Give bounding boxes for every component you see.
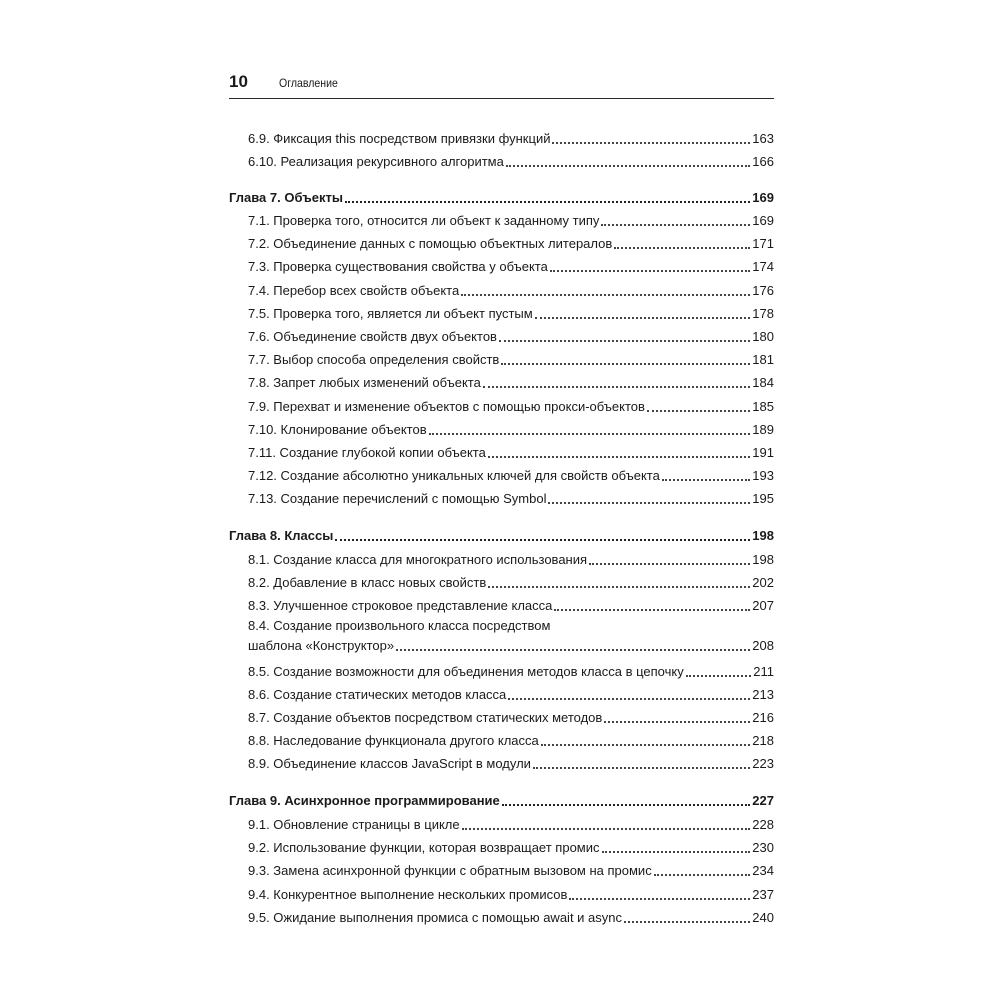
toc-entry-title: 8.6. Создание статических методов класса bbox=[248, 687, 507, 702]
toc-section-entry bbox=[248, 884, 774, 904]
dot-leader bbox=[396, 649, 750, 651]
toc-section-entry bbox=[248, 753, 774, 773]
toc-entry-page: 202 bbox=[752, 575, 774, 590]
dot-leader bbox=[554, 609, 750, 611]
toc-section-entry bbox=[248, 303, 774, 323]
toc-section-entry bbox=[248, 419, 774, 439]
toc-entry-page: 228 bbox=[752, 817, 774, 832]
dot-leader bbox=[569, 898, 750, 900]
toc-section-entry bbox=[248, 595, 774, 615]
toc-entry-title: 7.11. Создание глубокой копии объекта bbox=[248, 445, 486, 460]
toc-entry-title: 7.8. Запрет любых изменений объекта bbox=[248, 375, 481, 390]
toc-entry-page: 213 bbox=[752, 687, 774, 702]
toc-entry-page: 234 bbox=[752, 863, 774, 878]
toc-entry-title: 8.8. Наследование функционала другого класса bbox=[248, 733, 539, 748]
dot-leader bbox=[335, 539, 750, 541]
toc-entry-page: 223 bbox=[752, 756, 774, 771]
running-title: Оглавление bbox=[279, 76, 338, 90]
toc-entry-page: 176 bbox=[752, 283, 774, 298]
dot-leader bbox=[462, 828, 751, 830]
toc-section-entry bbox=[248, 661, 774, 681]
dot-leader bbox=[552, 142, 750, 144]
toc-entry-page: 189 bbox=[752, 422, 774, 437]
dot-leader bbox=[506, 165, 750, 167]
toc-entry-title: 8.2. Добавление в класс новых свойств bbox=[248, 575, 487, 590]
dot-leader bbox=[548, 502, 750, 504]
toc-section-entry bbox=[248, 256, 774, 276]
toc-entry-page: 169 bbox=[752, 213, 774, 228]
dot-leader bbox=[624, 921, 750, 923]
dot-leader bbox=[499, 340, 750, 342]
dot-leader bbox=[501, 363, 750, 365]
toc-section-entry bbox=[248, 730, 774, 750]
toc-entry-title: 9.2. Использование функции, которая возвращает промис bbox=[248, 840, 600, 855]
dot-leader bbox=[429, 433, 751, 435]
dot-leader bbox=[614, 247, 750, 249]
toc-entry-title: 9.3. Замена асинхронной функции с обратным вызовом на промис bbox=[248, 863, 652, 878]
toc-entry-title: 7.2. Объединение данных с помощью объектных литералов bbox=[248, 236, 613, 251]
toc-section-entry bbox=[248, 684, 774, 704]
toc-entry-title: 8.7. Создание объектов посредством статических методов bbox=[248, 710, 603, 725]
toc-entry-page: 169 bbox=[752, 190, 774, 205]
toc-section-entry bbox=[248, 280, 774, 300]
dot-leader bbox=[541, 744, 751, 746]
toc-entry-page: 184 bbox=[752, 375, 774, 390]
page-number: 10 bbox=[229, 72, 248, 91]
toc-entry-page: 207 bbox=[752, 598, 774, 613]
toc-section-entry bbox=[248, 549, 774, 569]
toc-entry-title: 9.4. Конкурентное выполнение нескольких промисов bbox=[248, 887, 568, 902]
dot-leader bbox=[488, 456, 750, 458]
toc-chapter-entry bbox=[229, 790, 774, 810]
toc-section-entry bbox=[248, 837, 774, 857]
toc-entry-title: 9.5. Ожидание выполнения промиса с помощью await и async bbox=[248, 910, 622, 925]
toc-section-entry bbox=[248, 907, 774, 927]
dot-leader bbox=[604, 721, 750, 723]
toc-entry-page: 166 bbox=[752, 154, 774, 169]
toc-entry-title: 7.4. Перебор всех свойств объекта bbox=[248, 283, 460, 298]
toc-entry-title: 8.1. Создание класса для многократного использования bbox=[248, 552, 588, 567]
toc-section-entry bbox=[248, 814, 774, 834]
toc-entry-title: 7.12. Создание абсолютно уникальных ключей для свойств объекта bbox=[248, 468, 660, 483]
toc-section-entry bbox=[248, 442, 774, 462]
toc-chapter-entry bbox=[229, 187, 774, 207]
toc-entry-page: 185 bbox=[752, 399, 774, 414]
toc-entry-page: 191 bbox=[752, 445, 774, 460]
dot-leader bbox=[345, 201, 750, 203]
toc-entry-page: 198 bbox=[752, 552, 774, 567]
toc-entry-title: 7.5. Проверка того, является ли объект пустым bbox=[248, 306, 533, 321]
toc-entry-page: 237 bbox=[752, 887, 774, 902]
toc-entry-title: 7.10. Клонирование объектов bbox=[248, 422, 427, 437]
toc-entry-title: 8.4. Создание произвольного класса посредством bbox=[248, 618, 551, 633]
toc-entry-title: 7.13. Создание перечислений с помощью Symbol bbox=[248, 491, 547, 506]
toc-entry-title: 7.9. Перехват и изменение объектов с помощью прокси-объектов bbox=[248, 399, 645, 414]
dot-leader bbox=[602, 851, 751, 853]
toc-section-entry bbox=[248, 349, 774, 369]
toc-entry-page: 211 bbox=[753, 664, 774, 679]
toc-entry-page: 227 bbox=[752, 793, 774, 808]
toc-entry-title: 6.10. Реализация рекурсивного алгоритма bbox=[248, 154, 504, 169]
toc-entry-title: 8.3. Улучшенное строковое представление класса bbox=[248, 598, 553, 613]
toc-entry-page: 171 bbox=[752, 236, 774, 251]
toc-entry-title: Глава 7. Объекты bbox=[229, 190, 343, 205]
dot-leader bbox=[461, 294, 750, 296]
dot-leader bbox=[508, 698, 750, 700]
toc-entry-page: 195 bbox=[752, 491, 774, 506]
toc-entry-page: 174 bbox=[752, 259, 774, 274]
toc-entry-title: 9.1. Обновление страницы в цикле bbox=[248, 817, 460, 832]
dot-leader bbox=[535, 317, 751, 319]
toc-entry-page: 240 bbox=[752, 910, 774, 925]
dot-leader bbox=[483, 386, 750, 388]
toc-entry-page: 178 bbox=[752, 306, 774, 321]
toc-section-entry bbox=[248, 617, 774, 655]
toc-section-entry bbox=[248, 128, 774, 148]
dot-leader bbox=[589, 563, 750, 565]
toc-section-entry bbox=[248, 151, 774, 171]
toc-entry-title: 8.9. Объединение классов JavaScript в модули bbox=[248, 756, 531, 771]
toc-entry-title: 8.5. Создание возможности для объединения методов класса в цепочку bbox=[248, 664, 684, 679]
toc-section-entry bbox=[248, 372, 774, 392]
toc-section-entry bbox=[248, 572, 774, 592]
toc-section-entry bbox=[248, 326, 774, 346]
toc-section-entry bbox=[248, 860, 774, 880]
dot-leader bbox=[502, 804, 751, 806]
toc-section-entry bbox=[248, 488, 774, 508]
toc-entry-title: 7.7. Выбор способа определения свойств bbox=[248, 352, 500, 367]
toc-section-entry bbox=[248, 233, 774, 253]
toc-entry-title: 7.1. Проверка того, относится ли объект к заданному типу bbox=[248, 213, 600, 228]
toc-entry-page: 208 bbox=[752, 638, 774, 653]
toc-entry-page: 181 bbox=[752, 352, 774, 367]
toc-entry-page: 180 bbox=[752, 329, 774, 344]
toc-entry-page: 218 bbox=[752, 733, 774, 748]
toc-section-entry bbox=[248, 465, 774, 485]
dot-leader bbox=[488, 586, 750, 588]
toc-entry-page: 163 bbox=[752, 131, 774, 146]
dot-leader bbox=[601, 224, 750, 226]
dot-leader bbox=[550, 270, 750, 272]
dot-leader bbox=[647, 410, 750, 412]
toc-entry-title: 6.9. Фиксация this посредством привязки функций bbox=[248, 131, 551, 146]
toc-entry-title: Глава 9. Асинхронное программирование bbox=[229, 793, 500, 808]
toc-chapter-entry bbox=[229, 525, 774, 545]
toc-entry-title: 7.6. Объединение свойств двух объектов bbox=[248, 329, 497, 344]
dot-leader bbox=[662, 479, 750, 481]
toc-entry-title: 7.3. Проверка существования свойства у объекта bbox=[248, 259, 548, 274]
toc-section-entry bbox=[248, 707, 774, 727]
toc-section-entry bbox=[248, 210, 774, 230]
toc-section-entry bbox=[248, 396, 774, 416]
dot-leader bbox=[654, 874, 751, 876]
dot-leader bbox=[686, 675, 752, 677]
dot-leader bbox=[533, 767, 750, 769]
toc-entry-title-line2: шаблона «Конструктор» bbox=[248, 638, 395, 653]
toc-entry-page: 193 bbox=[752, 468, 774, 483]
toc-entry-title: Глава 8. Классы bbox=[229, 528, 334, 543]
toc-entry-page: 230 bbox=[752, 840, 774, 855]
toc-entry-page: 216 bbox=[752, 710, 774, 725]
toc-entry-page: 198 bbox=[752, 528, 774, 543]
